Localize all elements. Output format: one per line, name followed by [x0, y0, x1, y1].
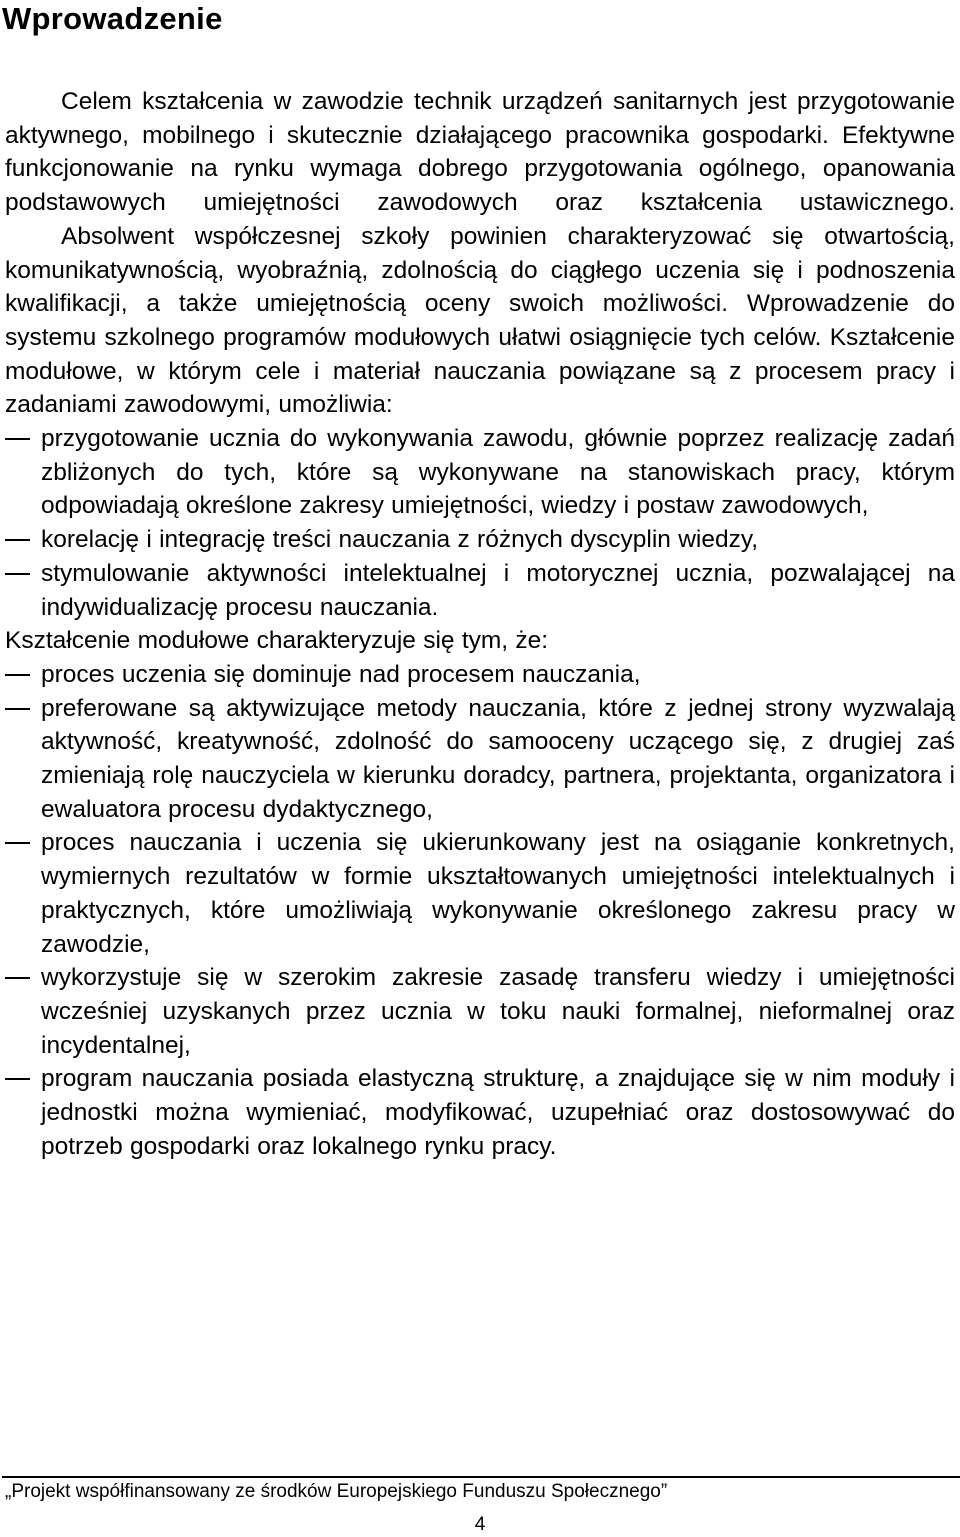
dash-bullet-icon — [5, 842, 30, 844]
funding-note: „Projekt współfinansowany ze środków Europejskiego Funduszu Społecznego” — [5, 1481, 668, 1502]
dash-bullet-icon — [5, 438, 30, 440]
list-item-text: wykorzystuje się w szerokim zakresie zasadę transferu wiedzy i umiejętności wcześniej uzyskanych przez ucznia w toku nauki formalnej, nieformalnej oraz incydentalnej, — [41, 964, 955, 1059]
list-item-text: proces uczenia się dominuje nad procesem nauczania, — [41, 660, 641, 688]
list-item — [5, 557, 955, 624]
list-item — [5, 523, 955, 557]
absolwent-text: Absolwent współczesnej szkoły powinien charakteryzować się otwartością, komunikatywnością, wyobraźnią, zdolnością do ciągłego uczenia się i podnoszenia kwalifikacji, a także umiejętnością oceny swoich możliwości. Wprowadzenie do systemu szkolnego programów modułowych ułatwi osiągnięcie tych celów. Kształcenie modułowe, w którym cele i materiał nauczania powiązane są z procesem pracy i zadaniami zawodowymi, umożliwia: — [5, 222, 955, 419]
page-number: 4 — [474, 1514, 486, 1535]
list-intro: Kształcenie modułowe charakteryzuje się tym, że: — [5, 627, 549, 655]
dash-bullet-icon — [5, 977, 30, 979]
skills-list — [5, 422, 955, 624]
list-item-text: przygotowanie ucznia do wykonywania zawodu, głównie poprzez realizację zadań zbliżonych do tych, które są wykonywane na stanowiskach pracy, którym odpowiadają określone zakresy umiejętności, wiedzy i postaw zawodowych, — [41, 425, 955, 520]
dash-bullet-icon — [5, 573, 30, 575]
intro-paragraph — [5, 85, 955, 422]
list-item — [5, 826, 955, 961]
intro-text: Celem kształcenia w zawodzie technik urządzeń sanitarnych jest przygotowanie aktywnego, mobilnego i skutecznie działającego pracownika gospodarki. Efektywne funkcjonowanie na rynku wymaga dobrego przygotowania ogólnego, opanowania podstawowych umiejętności zawodowych oraz kształcenia ustawicznego. — [5, 88, 955, 217]
list-item — [5, 692, 955, 827]
list-item — [5, 961, 955, 1062]
list-item-text: korelację i integrację treści nauczania z różnych dyscyplin wiedzy, — [41, 526, 759, 554]
list-item-text: program nauczania posiada elastyczną strukturę, a znajdujące się w nim moduły i jednostki można wymieniać, modyfikować, uzupełniać oraz dostosowywać do potrzeb gospodarki oraz lokalnego rynku pracy. — [41, 1065, 955, 1160]
characteristics-list — [5, 658, 955, 1164]
list-item — [5, 422, 955, 523]
document-body — [5, 85, 955, 1164]
list-item-text: stymulowanie aktywności intelektualnej i motorycznej ucznia, pozwalającej na indywidualizację procesu nauczania. — [41, 559, 955, 621]
list-item-text: proces nauczania i uczenia się ukierunkowany jest na osiąganie konkretnych, wymiernych rezultatów w formie ukształtowanych umiejętności intelektualnych i praktycznych, które umożliwiają wykonywanie określonego zakresu pracy w zawodzie, — [41, 829, 955, 958]
footer-divider — [2, 1476, 960, 1478]
page-title: Wprowadzenie — [2, 1, 223, 36]
dash-bullet-icon — [5, 708, 30, 710]
dash-bullet-icon — [5, 674, 30, 676]
list-item-text: preferowane są aktywizujące metody nauczania, które z jednej strony wyzwalają aktywność, kreatywność, zdolność do samooceny uczącego się, z drugiej zaś zmieniają rolę nauczyciela w kierunku doradcy, partnera, projektanta, organizatora i ewaluatora procesu dydaktycznego, — [41, 694, 955, 823]
dash-bullet-icon — [5, 1078, 30, 1080]
list-item — [5, 1062, 955, 1163]
list-item — [5, 658, 955, 692]
dash-bullet-icon — [5, 539, 30, 541]
